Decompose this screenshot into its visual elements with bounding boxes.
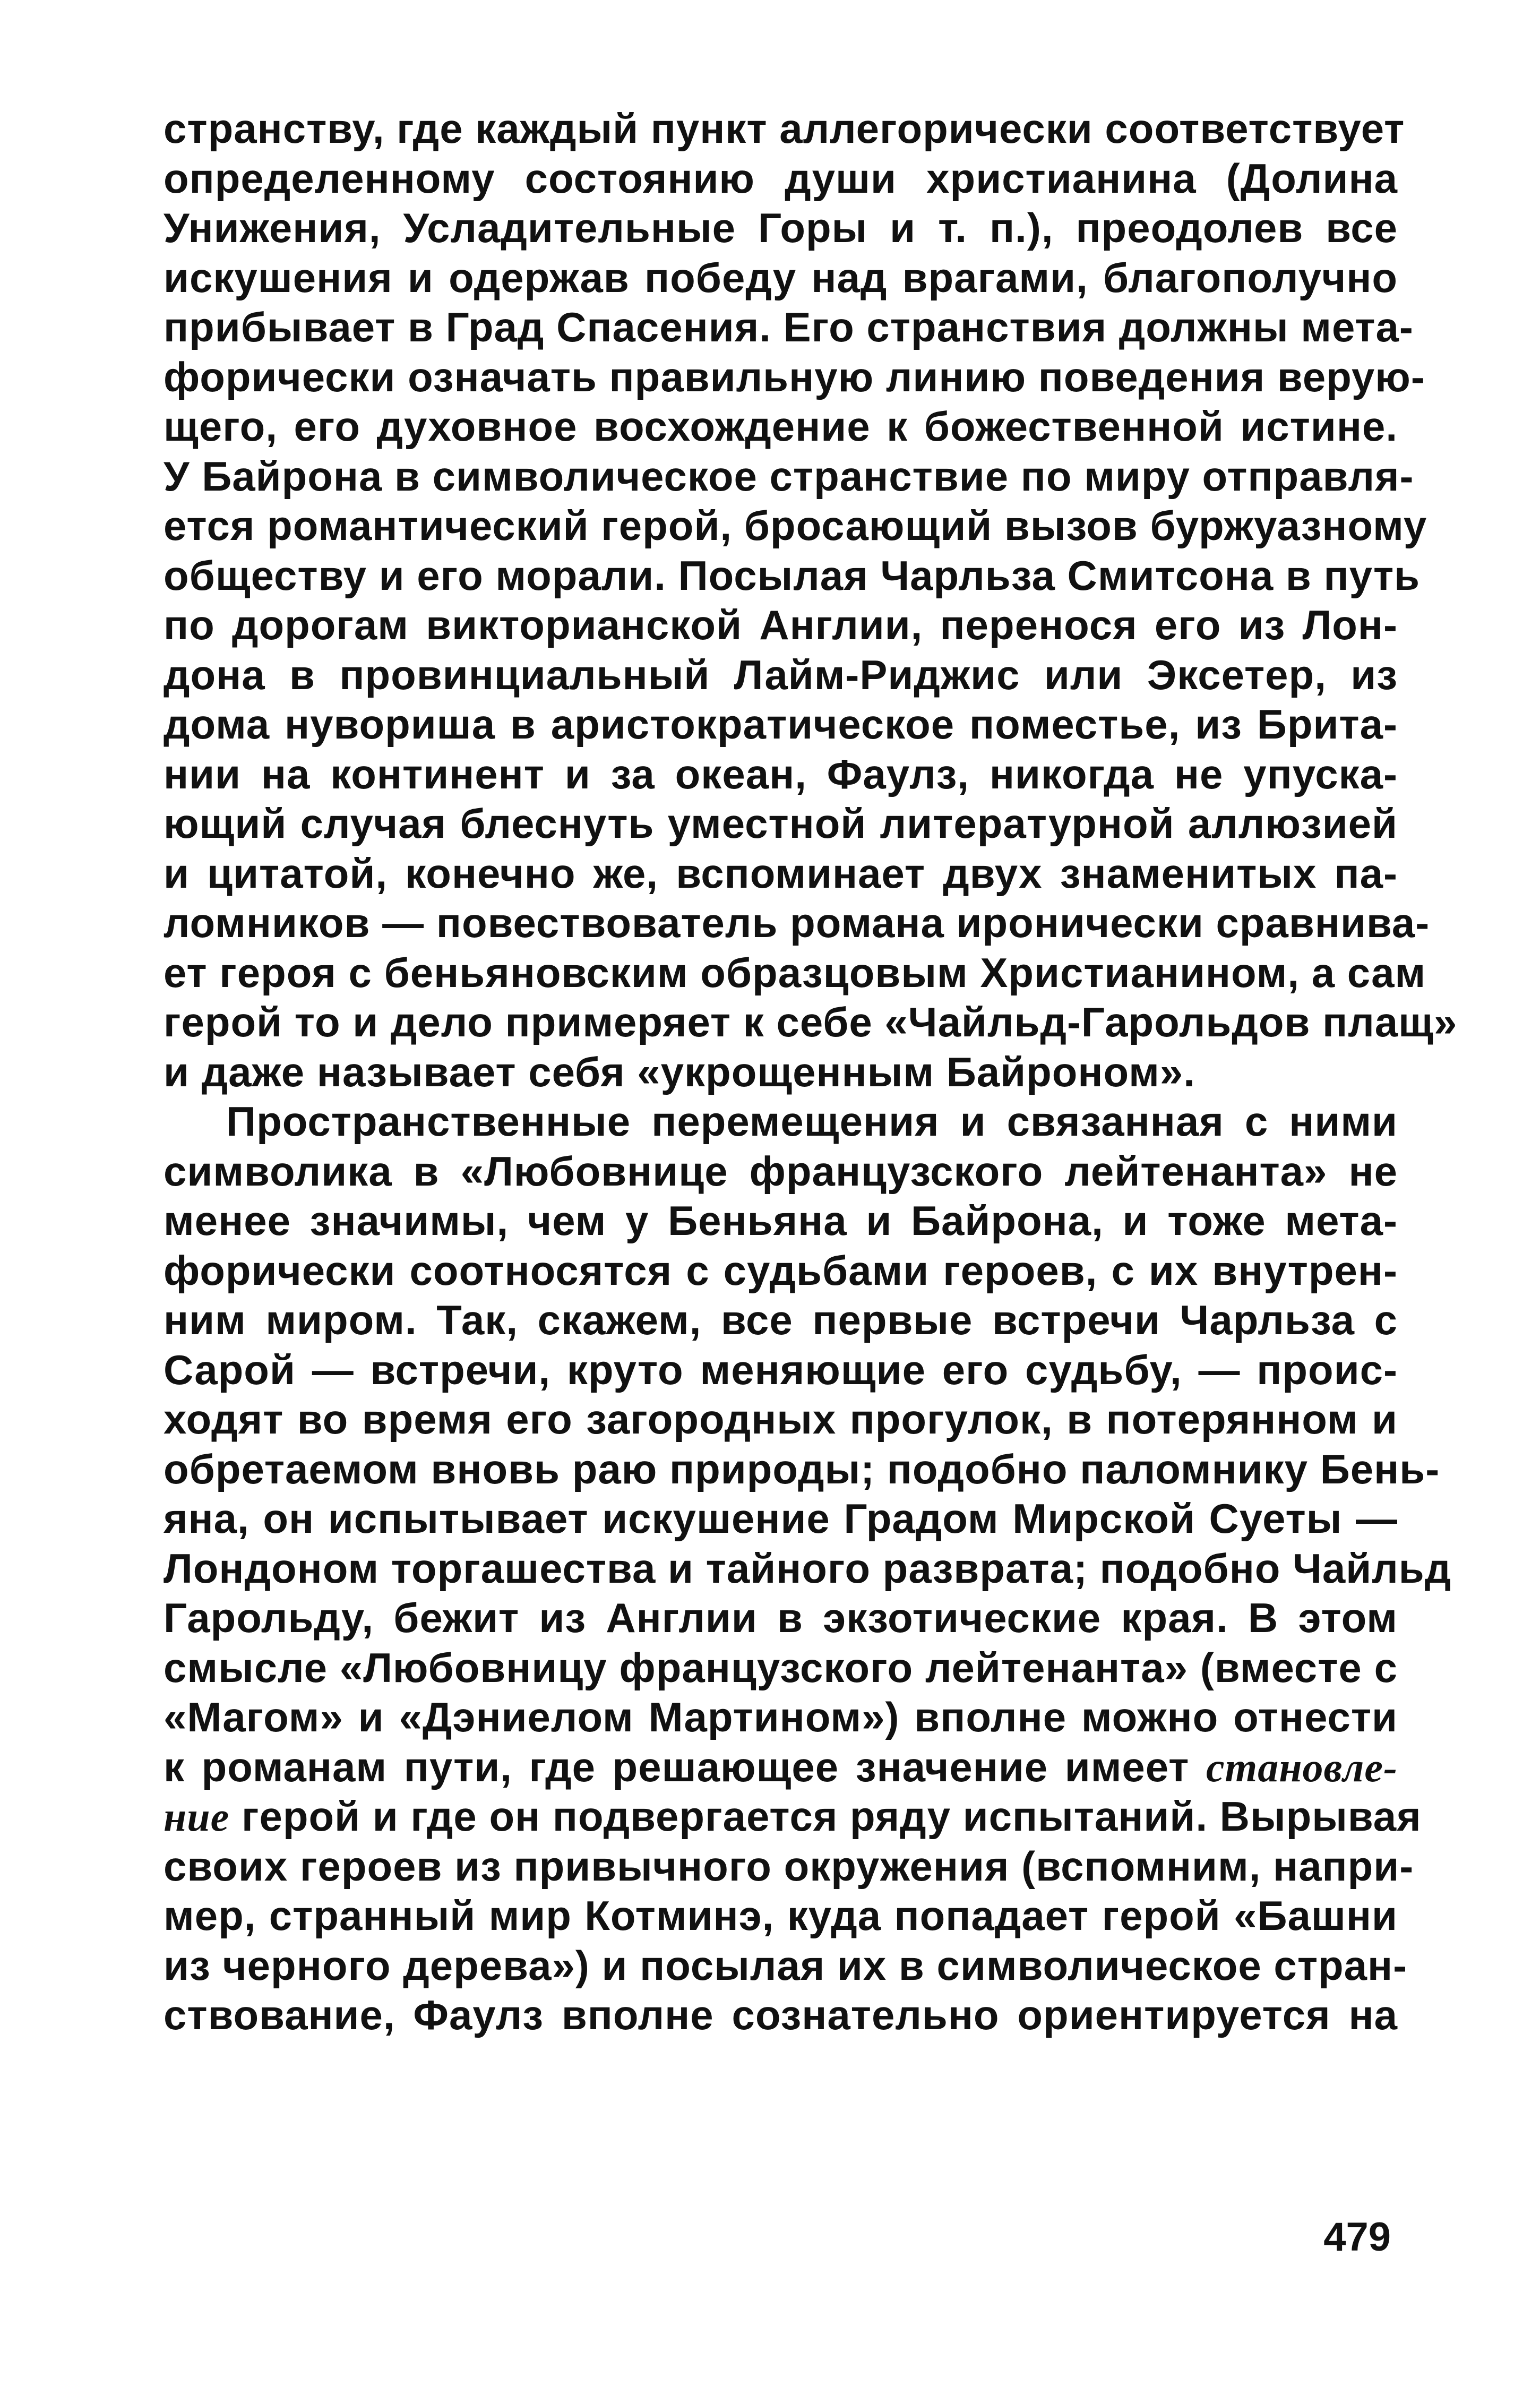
text-line: смысле «Любовницу французского лейтенанта» (вместе с xyxy=(164,1644,1398,1691)
text-line: щего, его духовное восхождение к божественной истине. xyxy=(164,403,1398,450)
page-number: 479 xyxy=(1323,2215,1391,2260)
text-line: и цитатой, конечно же, вспоминает двух знаменитых па- xyxy=(164,849,1398,897)
text-line: дона в провинциальный Лайм-Риджис или Эксетер, из xyxy=(164,651,1398,698)
text-line-with-emphasis xyxy=(164,1792,1422,1842)
text-line: дома нувориша в аристократическое поместье, из Брита- xyxy=(164,701,1398,748)
text-line: ломников — повествователь романа иронически сравнива- xyxy=(164,899,1430,946)
text-line: странству, где каждый пункт аллегорически соответствует xyxy=(164,105,1405,152)
text-line: Сарой — встречи, круто меняющие его судьбу, — проис- xyxy=(164,1346,1398,1393)
text-line: менее значимы, чем у Беньяна и Байрона, и тоже мета- xyxy=(164,1197,1398,1244)
paragraph-2 xyxy=(164,1097,1452,2040)
text-line: нии на континент и за океан, Фаулз, никогда не упуска- xyxy=(164,750,1398,797)
text-segment: герой и где он подвергается ряду испытаний. Вырывая xyxy=(241,1793,1422,1840)
text-line: Гарольду, бежит из Англии в экзотические края. В этом xyxy=(164,1594,1398,1641)
text-line: Пространственные перемещения и связанная с ними xyxy=(226,1098,1398,1145)
text-line: «Магом» и «Дэниелом Мартином») вполне можно отнести xyxy=(164,1694,1398,1740)
text-line: герой то и дело примеряет к себе «Чайльд-Гарольдов плащ» xyxy=(164,999,1458,1045)
text-line: обществу и его морали. Посылая Чарльза Смитсона в путь xyxy=(164,552,1421,599)
text-line: ходят во время его загородных прогулок, в потерянном и xyxy=(164,1396,1398,1443)
emphasis-text: становле- xyxy=(1206,1744,1398,1790)
text-line: своих героев из привычного окружения (вспомним, напри- xyxy=(164,1842,1414,1890)
text-line: ним миром. Так, скажем, все первые встречи Чарльза с xyxy=(164,1297,1398,1343)
text-line: прибывает в Град Спасения. Его странствия должны мета- xyxy=(164,304,1414,350)
text-line: ет героя с беньяновским образцовым Христианином, а сам xyxy=(164,949,1426,996)
text-line: мер, странный мир Котминэ, куда попадает герой «Башни xyxy=(164,1892,1398,1939)
text-line: ствование, Фаулз вполне сознательно ориентируется на xyxy=(164,1992,1398,2038)
text-line: ющий случая блеснуть уместной литературной аллюзией xyxy=(164,800,1398,847)
emphasis-text: ние xyxy=(164,1793,230,1840)
text-line: Лондоном торгашества и тайного разврата; подобно Чайльд xyxy=(164,1544,1452,1592)
text-line: Унижения, Усладительные Горы и т. п.), преодолев все xyxy=(164,204,1398,251)
text-line-with-emphasis xyxy=(164,1743,1398,1792)
text-line: искушения и одержав победу над врагами, благополучно xyxy=(164,254,1398,301)
text-line: форически соотносятся с судьбами героев, с их внутрен- xyxy=(164,1247,1398,1294)
text-line: яна, он испытывает искушение Градом Мирской Суеты — xyxy=(164,1495,1398,1542)
text-line: определенному состоянию души христианина (Долина xyxy=(164,155,1398,202)
paragraph-1 xyxy=(164,104,1458,1097)
text-line: из черного дерева») и посылая их в символическое стран- xyxy=(164,1942,1408,1989)
text-line: форически означать правильную линию поведения верую- xyxy=(164,353,1425,400)
text-segment: к романам пути, где решающее значение имеет xyxy=(164,1743,1190,1790)
text-line: символика в «Любовнице французского лейтенанта» не xyxy=(164,1147,1398,1195)
text-line: и даже называет себя «укрощенным Байроном». xyxy=(164,1048,1195,1095)
text-line: по дорогам викторианской Англии, перенося его из Лон- xyxy=(164,602,1398,648)
text-line: У Байрона в символическое странствие по миру отправля- xyxy=(164,452,1414,500)
body-text xyxy=(164,104,1458,2040)
text-line: ется романтический герой, бросающий вызов буржуазному xyxy=(164,502,1427,549)
text-line: обретаемом вновь раю природы; подобно паломнику Бень- xyxy=(164,1445,1440,1492)
